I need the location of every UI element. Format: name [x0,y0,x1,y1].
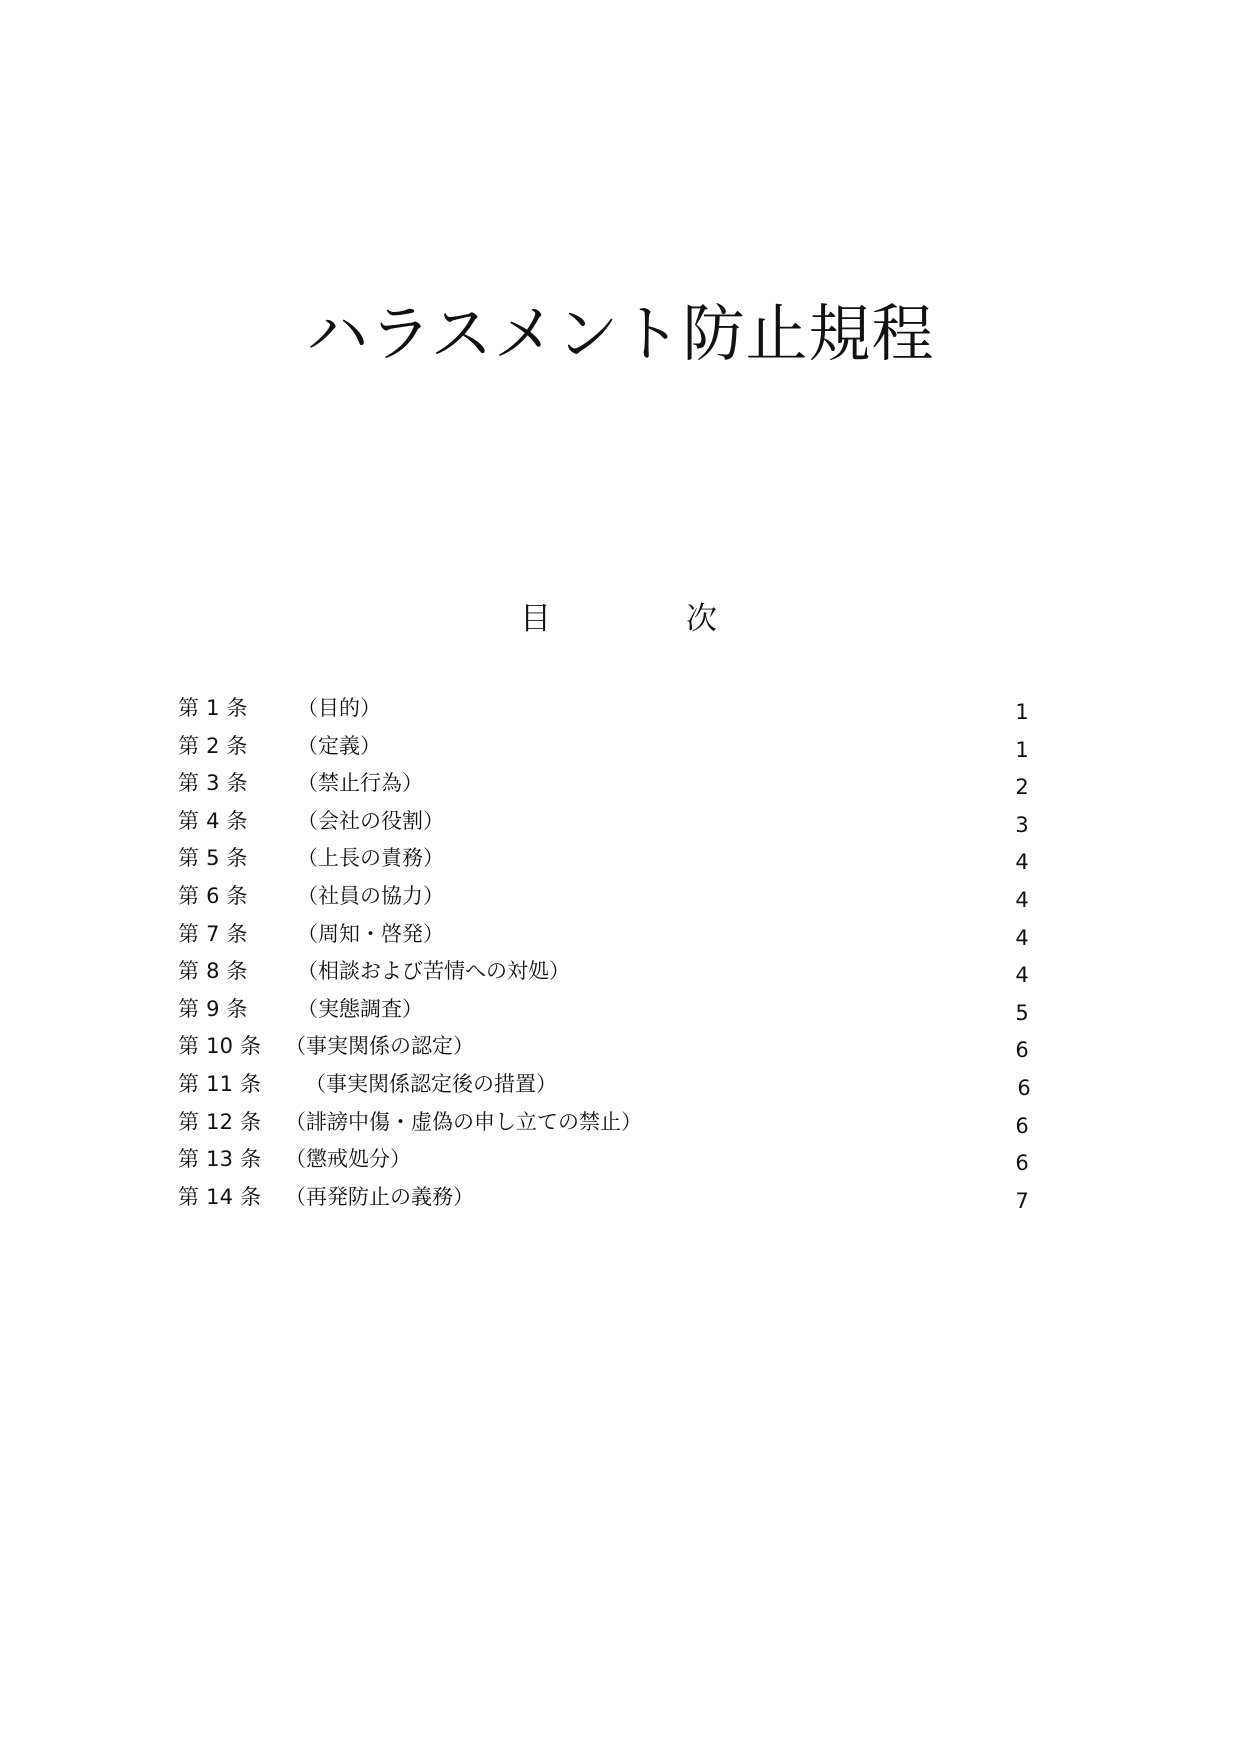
toc-page-number: 4 [1015,963,1029,988]
toc-article-number: 第 3 条 [178,771,248,796]
toc-article-title: （会社の役割） [297,808,444,833]
toc-heading-right: 次 [686,601,717,637]
toc-entry-14 [0,1182,1241,1220]
toc-page-number: 3 [1015,812,1029,837]
toc-entry-13 [0,1144,1241,1182]
toc-article-title: （目的） [297,696,381,720]
toc-article-number: 第 8 条 [178,959,248,984]
toc-article-title: （事実関係認定後の措置） [305,1071,557,1096]
toc-page-number: 2 [1015,775,1029,800]
toc-entry-6 [0,881,1241,919]
toc-article-number: 第 1 条 [178,696,248,720]
toc-article-number: 第 4 条 [178,808,248,833]
toc-article-number: 第 10 条 [178,1034,262,1059]
toc-article-title: （相談および苦情への対処） [297,959,570,984]
toc-article-number: 第 11 条 [178,1071,262,1096]
toc-entry-11 [0,1069,1241,1107]
toc-page-number: 6 [1015,1151,1029,1176]
toc-entry-1 [0,693,1241,731]
toc-article-number: 第 2 条 [178,733,248,758]
toc-entry-7 [0,919,1241,957]
toc-article-title: （事実関係の認定） [285,1034,474,1059]
toc-page-number: 4 [1015,925,1029,950]
toc-article-title: （再発防止の義務） [285,1184,474,1209]
toc-article-number: 第 12 条 [178,1109,262,1134]
toc-article-number: 第 13 条 [178,1147,262,1172]
toc-entry-2 [0,731,1241,769]
toc-article-title: （上長の責務） [297,846,444,871]
toc-page-number: 7 [1015,1188,1029,1213]
document-title: ハラスメント防止規程 [306,296,935,370]
toc-article-title: （社員の協力） [297,883,444,908]
toc-entry-8 [0,956,1241,994]
toc-page-number: 4 [1015,850,1029,875]
toc-page-number: 4 [1015,887,1029,912]
toc-article-title: （実態調査） [297,996,423,1021]
toc-article-number: 第 6 条 [178,883,248,908]
toc-entry-10 [0,1031,1241,1069]
toc-page-number: 6 [1015,1038,1029,1063]
toc-article-title: （禁止行為） [297,771,423,796]
toc-article-title: （周知・啓発） [297,921,444,946]
toc-entry-4 [0,806,1241,844]
toc-page-number: 1 [1015,737,1029,762]
toc-list [0,693,1241,1219]
toc-article-number: 第 14 条 [178,1184,262,1209]
toc-article-title: （定義） [297,733,381,758]
toc-entry-9 [0,994,1241,1032]
toc-article-number: 第 9 条 [178,996,248,1021]
toc-heading [0,597,1241,641]
toc-article-number: 第 7 条 [178,921,248,946]
toc-article-title: （懲戒処分） [285,1147,411,1172]
toc-page-number: 1 [1015,700,1029,724]
toc-article-title: （誹謗中傷・虚偽の申し立ての禁止） [285,1109,642,1134]
toc-article-number: 第 5 条 [178,846,248,871]
toc-page-number: 5 [1015,1000,1029,1025]
toc-page-number: 6 [1017,1075,1031,1100]
toc-entry-12 [0,1107,1241,1145]
toc-page-number: 6 [1015,1113,1029,1138]
toc-entry-3 [0,768,1241,806]
toc-entry-5 [0,843,1241,881]
toc-heading-left: 目 [520,601,551,637]
